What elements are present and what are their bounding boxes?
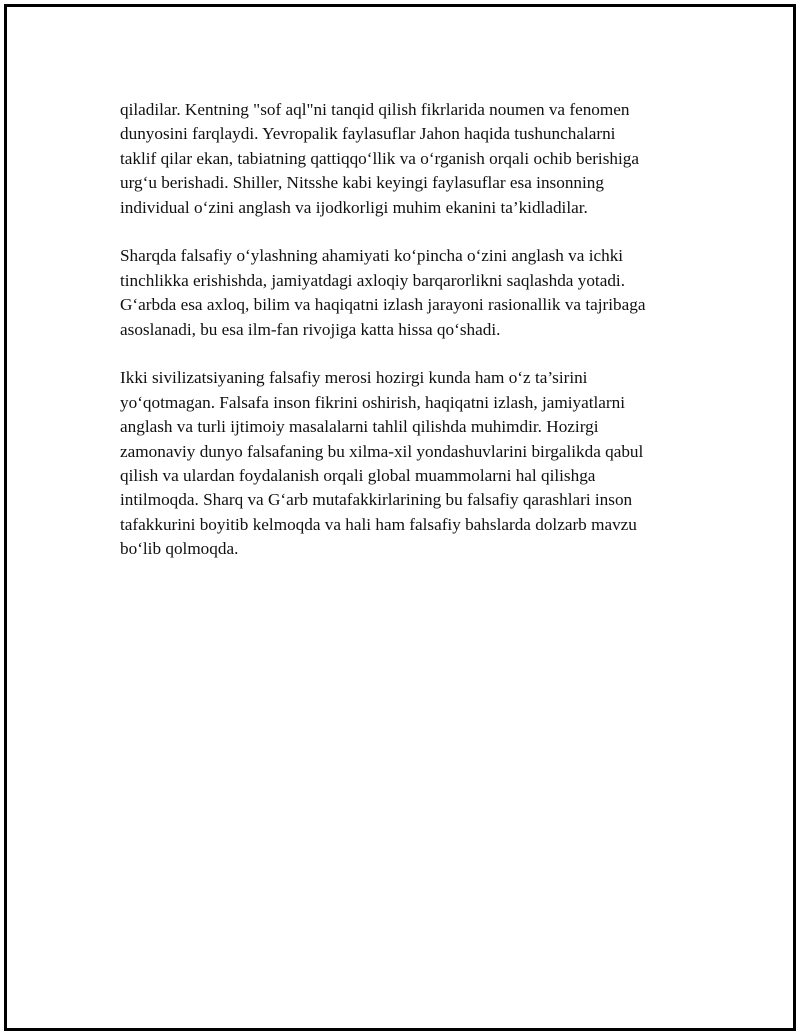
paragraph-3 — [120, 366, 700, 561]
text-line: taklif qilar ekan, tabiatning qattiqqo‘llik va o‘rganish orqali ochib berishiga — [120, 148, 639, 168]
text-line: zamonaviy dunyo falsafaning bu xilma-xil yondashuvlarini birgalikda qabul — [120, 441, 644, 461]
text-line: Ikki sivilizatsiyaning falsafiy merosi hozirgi kunda ham o‘z ta’sirini — [120, 368, 588, 388]
paragraph-2 — [120, 244, 700, 342]
text-line: yo‘qotmagan. Falsafa inson fikrini oshirish, haqiqatni izlash, jamiyatlarni — [120, 392, 626, 412]
text-line: G‘arbda esa axloq, bilim va haqiqatni izlash jarayoni rasionallik va tajribaga — [120, 295, 646, 315]
text-line: anglash va turli ijtimoiy masalalarni tahlil qilishda muhimdir. Hozirgi — [120, 417, 599, 437]
paragraph-1 — [120, 98, 700, 220]
text-line: urg‘u berishadi. Shiller, Nitsshe kabi keyingi faylasuflar esa insonning — [120, 173, 604, 193]
text-line: tafakkurini boyitib kelmoqda va hali ham falsafiy bahslarda dolzarb mavzu — [120, 514, 637, 534]
text-line: asoslanadi, bu esa ilm-fan rivojiga katta hissa qo‘shadi. — [120, 319, 501, 339]
text-line: tinchlikka erishishda, jamiyatdagi axloqiy barqarorlikni saqlashda yotadi. — [120, 270, 625, 290]
text-line: bo‘lib qolmoqda. — [120, 539, 239, 559]
text-line: qilish va ulardan foydalanish orqali global muammolarni hal qilishga — [120, 466, 596, 486]
text-line: individual o‘zini anglash va ijodkorligi muhim ekanini ta’kidladilar. — [120, 197, 588, 217]
text-line: dunyosini farqlaydi. Yevropalik faylasuflar Jahon haqida tushunchalarni — [120, 124, 616, 144]
text-line: intilmoqda. Sharq va G‘arb mutafakkirlarining bu falsafiy qarashlari inson — [120, 490, 633, 510]
text-line: Sharqda falsafiy o‘ylashning ahamiyati ko‘pincha o‘zini anglash va ichki — [120, 246, 624, 266]
document-page — [4, 4, 796, 1031]
document-body — [120, 98, 700, 586]
text-line: qiladilar. Kentning "sof aql"ni tanqid qilish fikrlarida noumen va fenomen — [120, 100, 630, 119]
